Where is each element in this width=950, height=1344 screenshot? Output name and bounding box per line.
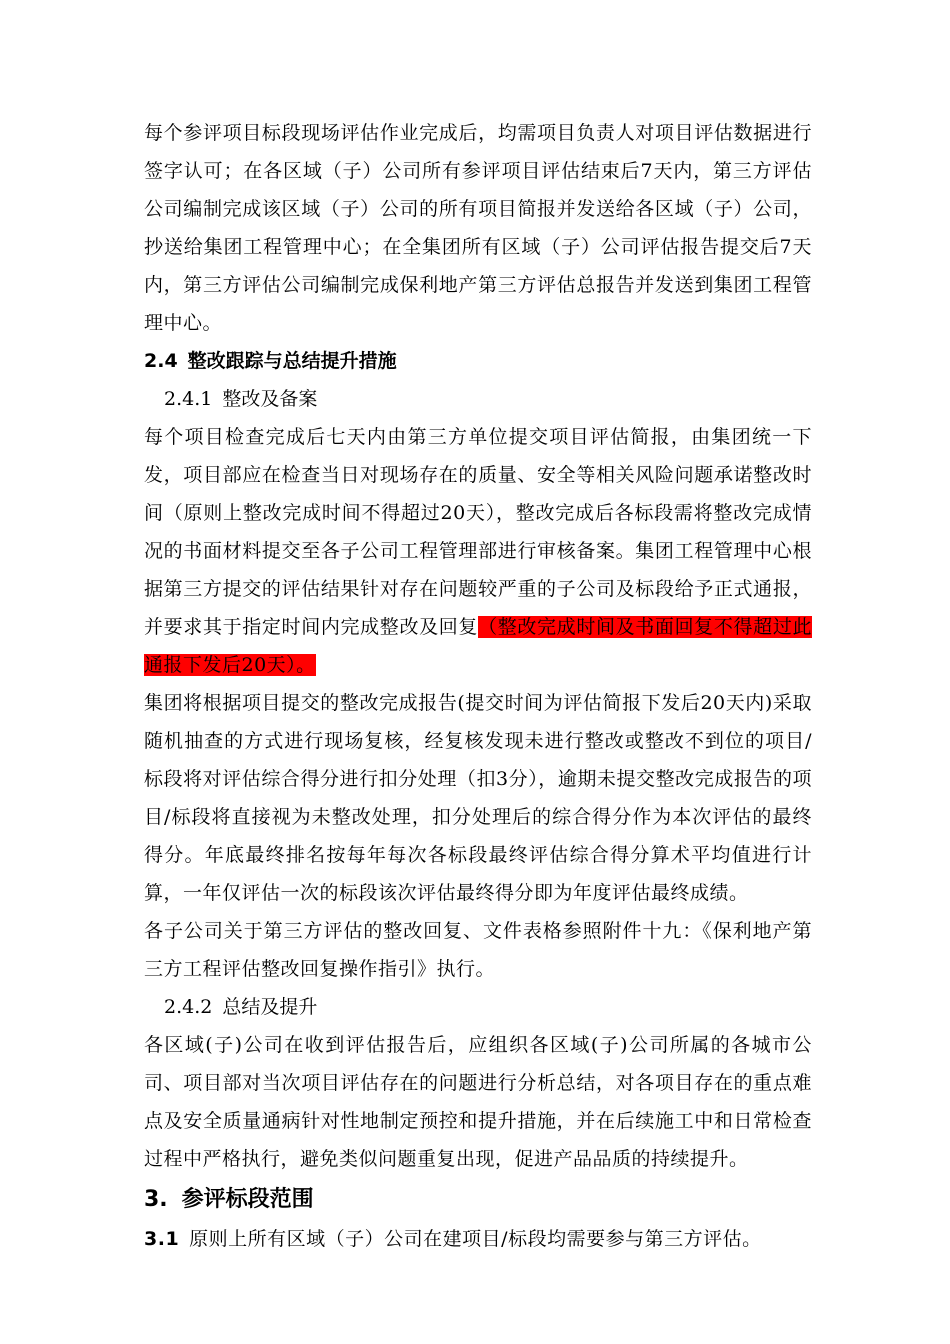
heading-number: 3.	[144, 1187, 168, 1212]
paragraph-rectification-filing	[144, 418, 812, 684]
document-page	[144, 114, 812, 1258]
paragraph-appendix-reference: 各子公司关于第三方评估的整改回复、文件表格参照附件十九：《保利地产第三方工程评估整改回复操作指引》执行。	[144, 920, 812, 980]
heading-3	[144, 1180, 812, 1220]
heading-2-4-2	[144, 988, 812, 1026]
paragraph-text: 每个项目检查完成后七天内由第三方单位提交项目评估简报，由集团统一下发，项目部应在检查当日对现场存在的质量、安全等相关风险问题承诺整改时间（原则上整改完成时间不得超过20天），整改完成后各标段需将整改完成情况的书面材料提交至各子公司工程管理部进行审核备案。集团工程管理中心根据第三方提交的评估结果针对存在问题较严重的子公司及标段给予正式通报，并要求其于指定时间内完成整改及回复	[144, 426, 812, 638]
heading-text: 总结及提升	[222, 996, 318, 1018]
heading-2-4-1	[144, 380, 812, 418]
heading-2-4	[144, 342, 812, 380]
highlighted-deadline-note: （整改完成时间及书面回复不得超过此通报下发后20天）。	[144, 616, 812, 676]
paragraph-spot-check-review: 集团将根据项目提交的整改完成报告(提交时间为评估简报下发后20天内)采取随机抽查的方式进行现场复核，经复核发现未进行整改或整改不到位的项目/标段将对评估综合得分进行扣分处理（扣3分），逾期未提交整改完成报告的项目/标段将直接视为未整改处理，扣分处理后的综合得分作为本次评估的最终得分。年底最终排名按每年每次各标段最终评估综合得分算术平均值进行计算，一年仅评估一次的标段该次评估最终得分即为年度评估最终成绩。	[144, 692, 812, 904]
heading-text: 参评标段范围	[181, 1187, 314, 1212]
paragraph-summary-improvement: 各区域(子)公司在收到评估报告后，应组织各区域(子)公司所属的各城市公司、项目部对当次项目评估存在的问题进行分析总结，对各项目存在的重点难点及安全质量通病针对性地制定预控和提升措施，并在后续施工中和日常检查过程中严格执行，避免类似问题重复出现，促进产品品质的持续提升。	[144, 1034, 812, 1170]
paragraph-evaluation-report-timeline: 每个参评项目标段现场评估作业完成后，均需项目负责人对项目评估数据进行签字认可；在各区域（子）公司所有参评项目评估结束后7天内，第三方评估公司编制完成该区域（子）公司的所有项目简报并发送给各区域（子）公司，抄送给集团工程管理中心；在全集团所有区域（子）公司评估报告提交后7天内，第三方评估公司编制完成保利地产第三方评估总报告并发送到集团工程管理中心。	[144, 122, 812, 334]
paragraph-text: 原则上所有区域（子）公司在建项目/标段均需要参与第三方评估。	[189, 1228, 762, 1250]
heading-number: 2.4	[144, 350, 178, 372]
heading-text: 整改跟踪与总结提升措施	[187, 350, 397, 372]
heading-number: 2.4.2	[164, 996, 213, 1018]
heading-number: 2.4.1	[164, 388, 213, 410]
paragraph-3-1-scope	[144, 1220, 812, 1258]
clause-number: 3.1	[144, 1228, 180, 1250]
heading-text: 整改及备案	[222, 388, 318, 410]
